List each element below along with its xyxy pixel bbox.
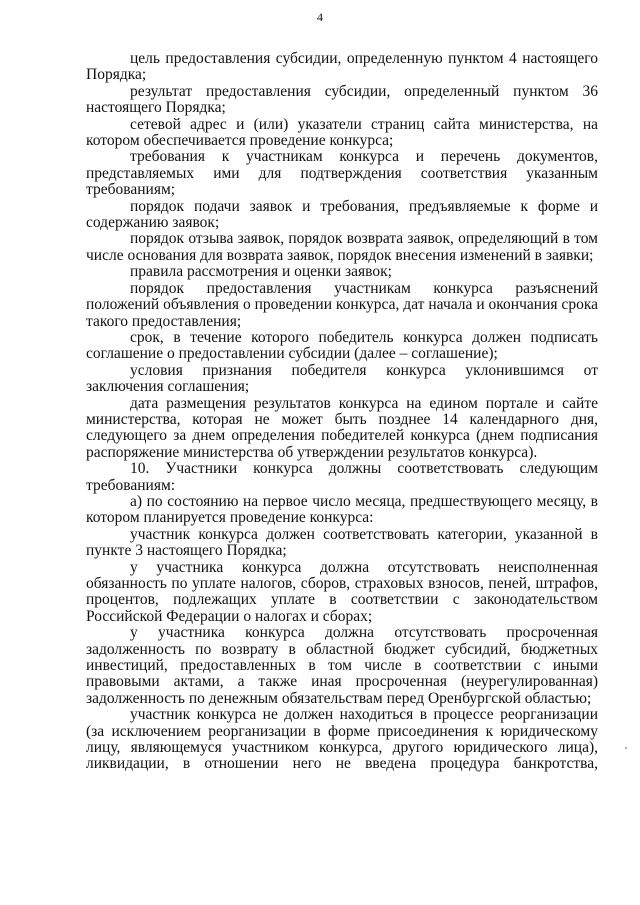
- paragraph: а) по состоянию на первое число месяца, предшествующего месяцу, в котором планируется проведение конкурса:: [86, 492, 598, 527]
- paragraph: порядок предоставления участникам конкурса разъяснений положений объявления о проведении конкурса, дат начала и окончания срока такого предоставления;: [86, 279, 598, 330]
- paragraph: результат предоставления субсидии, определенный пунктом 36 настоящего Порядка;: [86, 82, 598, 117]
- paragraph: порядок подачи заявок и требования, предъявляемые к форме и содержанию заявок;: [86, 197, 598, 232]
- paragraph: требования к участникам конкурса и перечень документов, представляемых ими для подтверждения соответствия указанным требованиям;: [86, 148, 598, 199]
- paragraph: участник конкурса должен соответствовать категории, указанной в пункте 3 настоящего Порядка;: [86, 525, 598, 560]
- document-body: [86, 51, 598, 773]
- section-heading-paragraph: 10. Участники конкурса должны соответствовать следующим требованиям:: [86, 460, 598, 494]
- paragraph: срок, в течение которого победитель конкурса должен подписать соглашение о предоставлении субсидии (далее – соглашение);: [86, 328, 598, 363]
- paragraph: участник конкурса не должен находиться в процессе реорганизации (за исключением реорганизации в форме присоединения к юридическому лицу, являющемуся участником конкурса, другого юридического лица), ликвидации, в отношении него не введена процедура банкротства,: [86, 706, 598, 773]
- scan-mark: [625, 747, 627, 749]
- paragraph: условия признания победителя конкурса уклонившимся от заключения соглашения;: [86, 361, 598, 396]
- paragraph: у участника конкурса должна отсутствовать неисполненная обязанность по уплате налогов, сборов, страховых взносов, пеней, штрафов, процентов, подлежащих уплате в соответствии с законодательством Российской Федерации о налогах и сборах;: [86, 558, 598, 625]
- paragraph: у участника конкурса должна отсутствовать просроченная задолженность по возврату в областной бюджет субсидий, бюджетных инвестиций, предоставленных в том числе в соответствии с иными правовыми актами, а также иная просроченная (неурегулированная) задолженность по денежным обязательствам перед Оренбургской областью;: [86, 624, 598, 707]
- paragraph: правила рассмотрения и оценки заявок;: [130, 263, 392, 281]
- paragraph: сетевой адрес и (или) указатели страниц сайта министерства, на котором обеспечивается проведение конкурса;: [86, 115, 598, 150]
- page-number: 4: [317, 10, 323, 24]
- paragraph: дата размещения результатов конкурса на едином портале и сайте министерства, которая не может быть позднее 14 календарного дня, следующего за днем определения победителей конкурса (днем подписания распоряжение министерства об утверждении результатов конкурса).: [86, 394, 598, 461]
- paragraph: порядок отзыва заявок, порядок возврата заявок, определяющий в том числе основания для возврата заявок, порядок внесения изменений в заявки;: [86, 230, 598, 264]
- paragraph: цель предоставления субсидии, определенную пунктом 4 настоящего Порядка;: [86, 50, 598, 84]
